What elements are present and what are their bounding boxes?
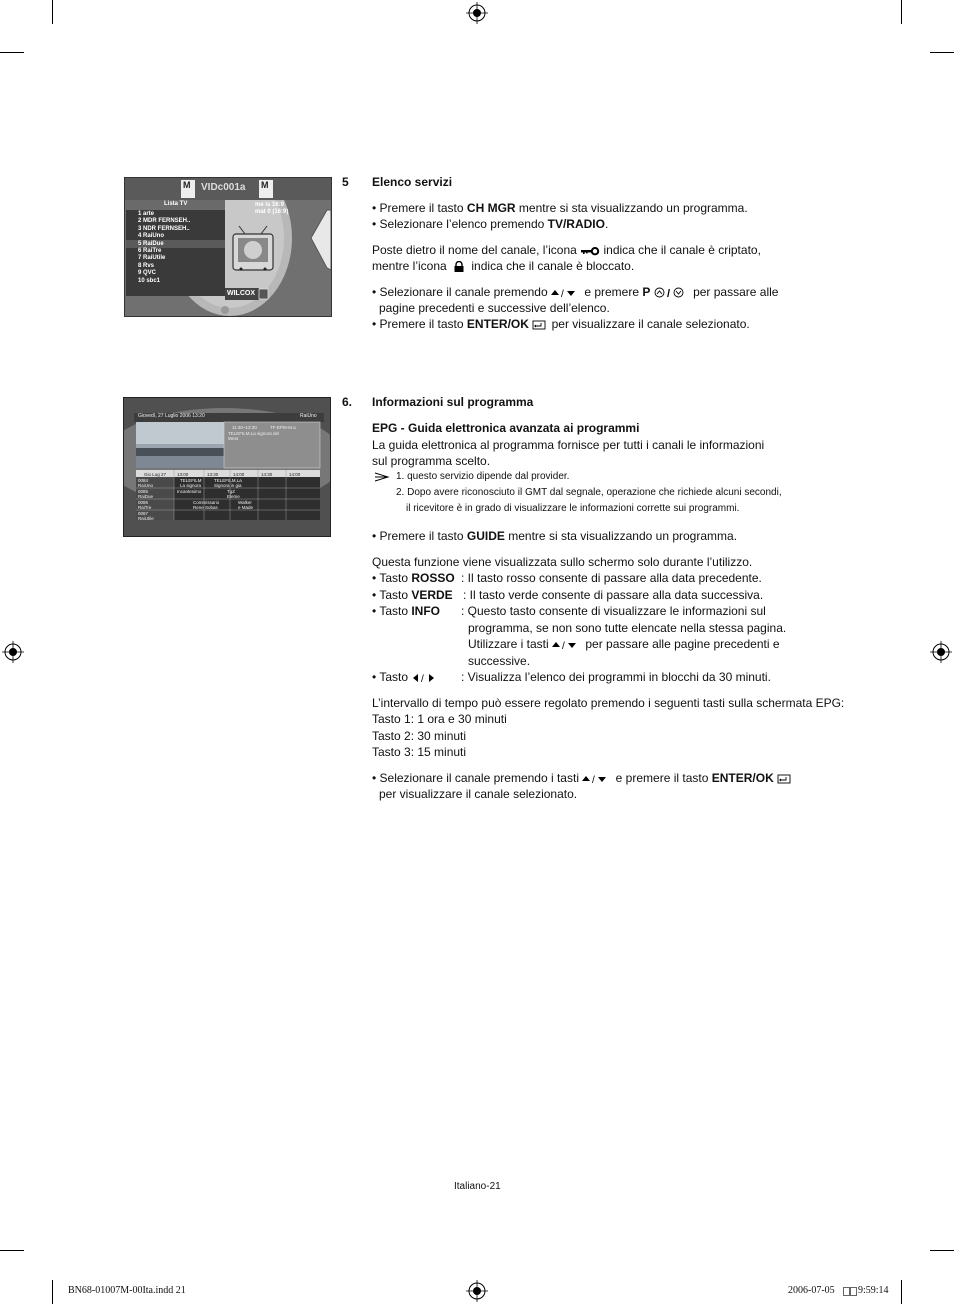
up-down-arrows-icon [551,288,581,298]
list-title: Lista TV [164,201,188,207]
svg-text:/: / [560,288,564,298]
crop-mark [0,1250,24,1251]
list-item[interactable]: 9 QVC [138,270,157,277]
print-time: 9:59:14 [858,1285,889,1296]
epg-info-code: TF-EPM-M.a [270,425,296,430]
paragraph: programma, se non sono tutte elencate nella stessa pagina. [468,621,787,635]
registration-mark-icon [466,1280,488,1302]
screen-header: VIDc001a [201,182,246,193]
epg-time: 13:30 [207,472,219,477]
epg-row[interactable]: RaiUtile [138,516,154,521]
epg-row[interactable]: 0084 [138,478,149,483]
epg-cell[interactable]: Eleme [227,494,240,499]
file-name: BN68-01007M-00Ita.indd 21 [68,1285,186,1296]
epg-cell[interactable]: La signora [180,483,202,488]
epg-time: 14:30 [261,472,273,477]
epg-info-time: 11:40~13:30 [232,425,257,430]
channel-list-screenshot [124,177,332,317]
svg-text:/: / [666,288,670,299]
epg-row[interactable]: RaiUno [138,483,154,488]
epg-row[interactable]: 0087 [138,511,149,516]
list-item[interactable]: 6 RaiTre [138,248,162,255]
unknown-glyph-icon [843,1287,850,1296]
list-item[interactable]: 10 sbc1 [138,277,161,284]
paragraph: : Il tasto rosso consente di passare alla data precedente. [461,571,762,585]
up-down-arrows-icon [552,640,582,650]
registration-mark-icon [2,641,24,663]
list-item[interactable]: 8 Rvs [138,262,155,269]
section-number: 6. [342,395,353,409]
key-icon [580,246,600,256]
epg-cell[interactable]: Incantesimo [177,489,202,494]
lock-icon [450,261,468,272]
brand-logo: WILCOX [227,290,255,297]
m-logo: M [183,180,191,190]
crop-mark [930,52,954,53]
crop-mark [0,52,24,53]
epg-day: Gio Lug 27 [144,472,167,477]
registration-mark-icon [466,2,488,24]
epg-screenshot [123,397,331,537]
epg-date: Giovedì, 27 Luglio 2006 13:20 [138,413,205,419]
page-number: Italiano-21 [454,1181,501,1192]
epg-row[interactable]: RaiDue [138,494,154,499]
paragraph: per visualizzare il canale selezionato. [379,787,578,801]
paragraph: sul programma scelto. [372,454,491,468]
enter-icon [777,774,793,784]
epg-info-title: TELEFILM,La signora del [228,431,280,436]
paragraph: Tasto 3: 15 minuti [372,745,467,759]
epg-time: 14:00 [289,472,301,477]
note: 2. Dopo avere riconosciuto il GMT dal segnale, operazione che richiede alcuni secondi, [396,487,782,498]
list-item[interactable]: 7 RaiUtile [138,255,166,262]
list-item[interactable]: 4 RaiUno [138,233,165,240]
section-number: 5 [342,175,349,189]
epg-cell[interactable]: TELEFILM,La [214,478,242,483]
paragraph: • Selezionare il canale premendo i tasti / e premere il tasto ENTER/OK [372,770,793,786]
paragraph: mentre l’icona indica che il canale è bloccato. [372,259,635,273]
channel-up-down-icon [654,287,690,298]
epg-time: 14:00 [233,472,245,477]
epg-cell[interactable]: Walker [238,500,252,505]
note: il ricevitore è in grado di visualizzare le informazioni corrette sui programmi. [406,503,740,514]
paragraph: • Tasto ROSSO [372,571,455,585]
crop-mark [901,1280,902,1304]
list-item[interactable]: 2 MDR FERNSEH.. [138,218,191,225]
paragraph: : Il tasto verde consente di passare alla data successiva. [463,588,764,602]
epg-cell[interactable]: TELEFILM [180,478,202,483]
epg-info-title: West [228,436,239,441]
list-item[interactable]: 5 RaiDue [138,240,164,247]
section-title: Informazioni sul programma [372,395,534,409]
paragraph: Tasto 1: 1 ora e 30 minuti [372,712,507,726]
paragraph: • Selezionare l’elenco premendo TV/RADIO. [372,217,609,231]
crop-mark [52,1280,53,1304]
svg-text:/: / [562,640,565,650]
channel-list-panel [126,200,225,296]
left-right-arrows-icon [411,673,437,683]
epg-cell[interactable]: Rene Sobas [193,505,218,510]
unknown-glyph-icon [850,1287,857,1296]
epg-row[interactable]: RaiTre [138,505,152,510]
paragraph: successive. [468,654,531,668]
svg-text:/: / [421,673,425,683]
paragraph: • Premere il tasto CH MGR mentre si sta visualizzando un programma. [372,201,748,215]
epg-cell[interactable]: TgZ [227,489,236,494]
paragraph: Poste dietro il nome del canale, l’icona indica che il canale è criptato, [372,243,761,257]
enter-icon [532,320,548,330]
note-arrow-icon [374,472,390,482]
epg-row[interactable]: 0086 [138,500,149,505]
paragraph: L’intervallo di tempo può essere regolato premendo i seguenti tasti sulla schermata EPG: [372,696,845,710]
section-title: Elenco servizi [372,175,453,189]
epg-channel: RaiUno [300,413,317,419]
list-item[interactable]: 3 NDR FERNSEH.. [138,225,190,232]
paragraph: : Visualizza l’elenco dei programmi in blocchi da 30 minuti. [461,670,771,684]
crop-mark [930,1250,954,1251]
paragraph: • Premere il tasto GUIDE mentre si sta visualizzando un programma. [372,529,738,543]
m-logo: M [261,180,269,190]
epg-time: 13:00 [177,472,189,477]
channel-list [138,211,190,285]
epg-cell[interactable]: Signora in gia [214,483,242,488]
paragraph: : Questo tasto consente di visualizzare le informazioni sul [461,604,766,618]
paragraph: • Selezionare il canale premendo / e premere P / per passare alle [372,285,779,299]
paragraph: La guida elettronica al programma fornisce per tutti i canali le informazioni [372,438,765,452]
paragraph: • Tasto / [372,669,437,685]
paragraph: • Tasto VERDE [372,588,453,602]
list-item[interactable]: 1 arte [138,211,155,217]
crop-mark [901,0,902,24]
registration-mark-icon [930,641,952,663]
print-date: 2006-07-05 [788,1285,835,1296]
epg-row[interactable]: 0085 [138,489,149,494]
crop-mark [52,0,53,24]
epg-cell[interactable]: Commissario [193,500,220,505]
svg-text:/: / [592,774,596,784]
paragraph: Tasto 2: 30 minuti [372,729,467,743]
up-down-arrows-icon [582,774,612,784]
paragraph: Questa funzione viene visualizzata sullo schermo solo durante l’utilizzo. [372,555,753,569]
epg-cell[interactable]: e Made [238,505,254,510]
paragraph: • Tasto INFO [372,604,441,618]
section-subtitle: EPG - Guida elettronica avanzata ai programmi [372,421,640,435]
note: 1. questo servizio dipende dal provider. [396,471,570,482]
paragraph: Utilizzare i tasti / per passare alle pagine precedenti e [468,637,780,651]
aspect-info: me is 16:9 mat 0 (16:9) [255,202,289,216]
paragraph: pagine precedenti e successive dell’elenco. [379,301,610,315]
paragraph: • Premere il tasto ENTER/OK per visualizzare il canale selezionato. [372,317,750,331]
